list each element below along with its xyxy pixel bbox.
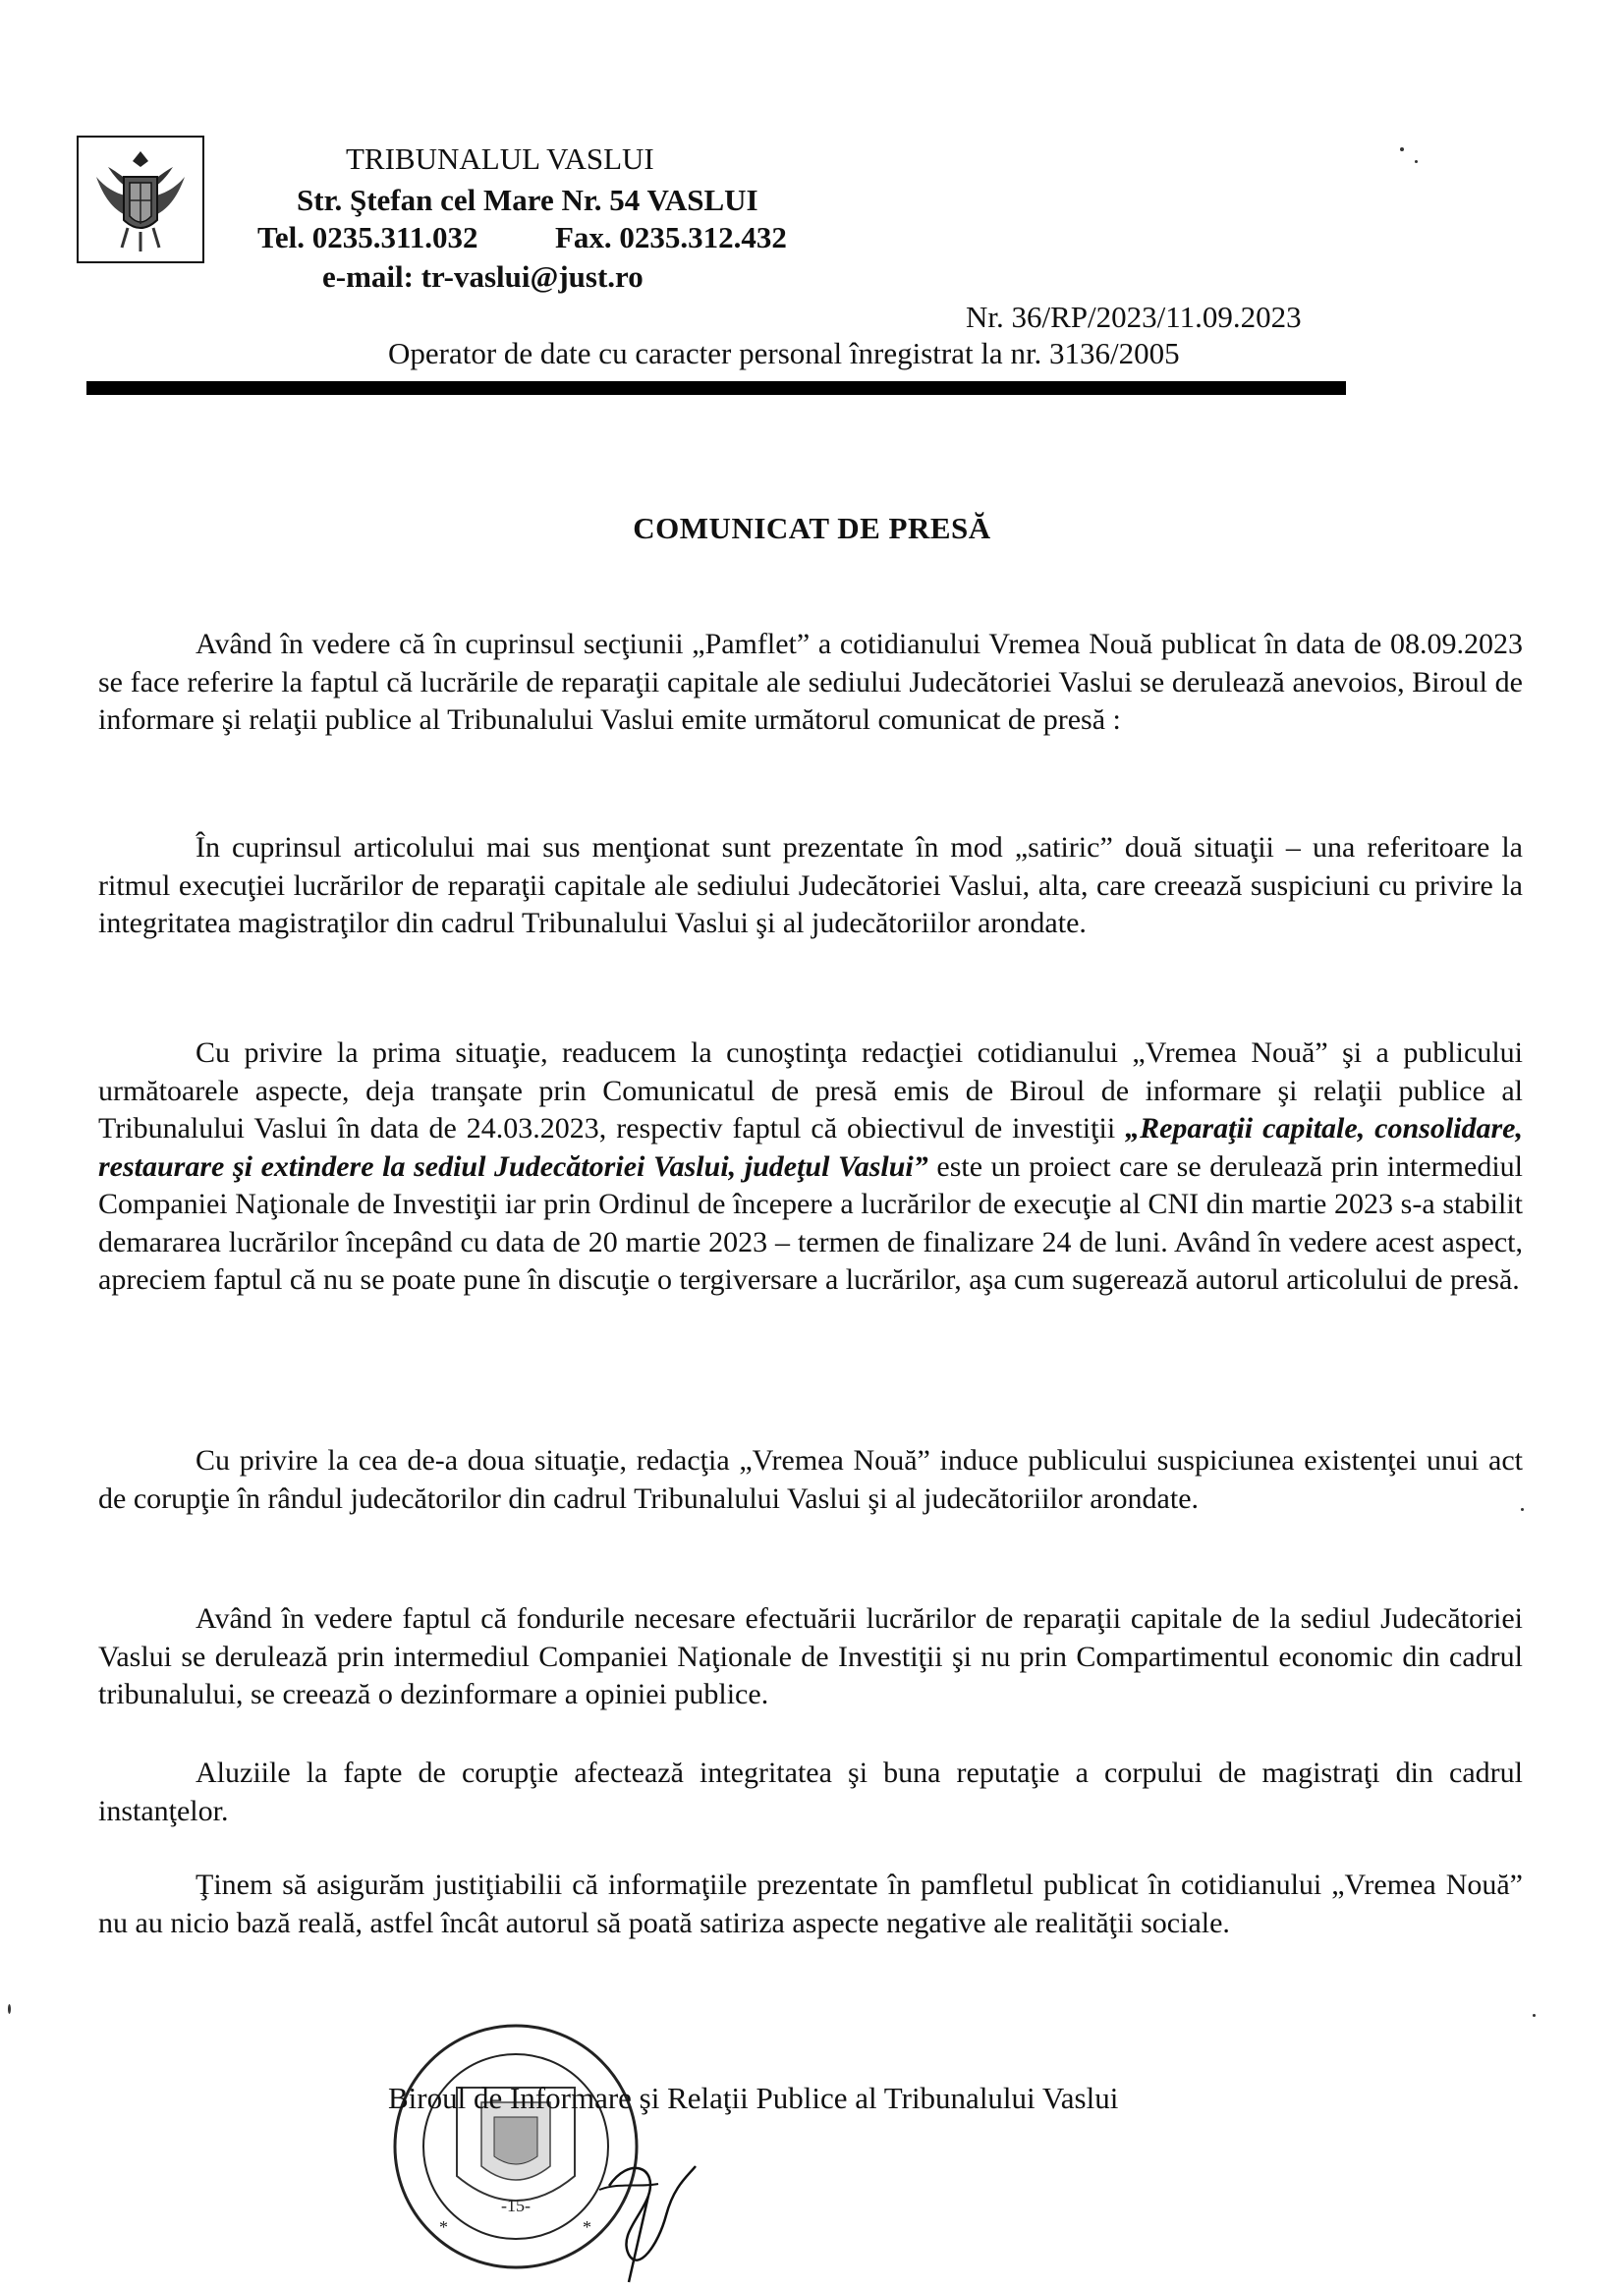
paragraph-3-text-a: Cu privire la prima situaţie, readucem la cunoştinţa redacţiei cotidianului „Vremea Nouă” şi a publicului următoarele aspecte, deja tranşate prin Comunicatul de presă emis de Biroul de informare şi relaţii publice al Tribunalului Vaslui în data de 24.03.2023, respectiv faptul că obiectivul de investiţii xyxy=(98,1036,1523,1144)
scan-speck xyxy=(8,2004,11,2014)
paragraph-2: În cuprinsul articolului mai sus menţionat sunt prezentate în mod „satiric” două situaţii – una referitoare la ritmul execuţiei lucrărilor de reparaţii capitale ale sediului Judecătoriei Vaslui, alta, care creează suspiciuni cu privire la integritatea magistraţilor din cadrul Tribunalului Vaslui şi al judecătoriilor arondate. xyxy=(98,831,1523,939)
scan-speck xyxy=(1533,2014,1536,2017)
svg-text:-15-: -15- xyxy=(501,2196,531,2215)
data-operator-note: Operator de date cu caracter personal înregistrat la nr. 3136/2005 xyxy=(388,336,1180,370)
paragraph-3-text-b: este un proiect care se derulează prin intermediul Companiei Naţionale de Investiţii iar prin Ordinul de începere a lucrărilor de execuţie al CNI din martie 2023 s-a stabilit demararea lucrărilor începând cu data de 20 martie 2023 – termen de finalizare 24 de luni. Având în vedere acest aspect, apreciem faptul că nu se poate pune în discuţie o tergiversare a lucrărilor, aşa cum sugerează autorul articolului de presă. xyxy=(98,1149,1523,1296)
investment-objective-title: „Reparaţii capitale, consolidare, restaurare şi extindere la sediul Judecătoriei Vaslui, judeţul Vaslui” xyxy=(98,1112,1523,1183)
scan-speck xyxy=(1521,1508,1524,1511)
court-phone: Tel. 0235.311.032 xyxy=(257,220,478,254)
paragraph-5: Având în vedere faptul că fondurile necesare efectuării lucrărilor de reparaţii capitale de la sediul Judecătoriei Vaslui se derulează prin intermediul Companiei Naţionale de Investiţii şi nu prin Compartimentul economic din cadrul tribunalului, se creează o dezinformare a opiniei publice. xyxy=(98,1602,1523,1710)
paragraph-4: Cu privire la cea de-a doua situaţie, redacţia „Vremea Nouă” induce publicului suspiciunea existenţei unui act de corupţie în rândul judecătorilor din cadrul Tribunalului Vaslui şi al judecătoriilor arondate. xyxy=(98,1444,1523,1515)
court-name: TRIBUNALUL VASLUI xyxy=(346,141,654,176)
svg-text:*: * xyxy=(583,2217,591,2237)
court-email: e-mail: tr-vaslui@just.ro xyxy=(322,259,644,294)
court-fax: Fax. 0235.312.432 xyxy=(555,220,787,254)
header-divider xyxy=(86,381,1346,395)
paragraph-6: Aluziile la fapte de corupţie afectează integritatea şi buna reputaţie a corpului de magistraţi din cadrul instanţelor. xyxy=(98,1757,1523,1827)
paragraph-1: Având în vedere că în cuprinsul secţiunii „Pamflet” a cotidianului Vremea Nouă publicat în data de 08.09.2023 se face referire la faptul că lucrările de reparaţii capitale ale sediului Judecătoriei Vaslui se derulează anevoios, Biroul de informare şi relaţii publice al Tribunalului Vaslui emite următorul comunicat de presă : xyxy=(98,628,1523,736)
scan-speck xyxy=(1400,147,1404,151)
document-title: COMUNICAT DE PRESĂ xyxy=(633,511,991,545)
paragraph-3 xyxy=(98,1034,1523,1300)
signature-line: Biroul de Informare şi Relaţii Publice al Tribunalului Vaslui xyxy=(388,2081,1119,2115)
paragraph-7: Ţinem să asigurăm justiţiabilii că informaţiile prezentate în pamfletul publicat în cotidianului „Vremea Nouă” nu au nicio bază reală, astfel încât autorul să poată satiriza aspecte negative ale realităţii sociale. xyxy=(98,1869,1523,1939)
court-address: Str. Ştefan cel Mare Nr. 54 VASLUI xyxy=(297,183,758,217)
scan-speck xyxy=(1415,160,1418,163)
handwritten-signature-icon xyxy=(589,2147,707,2284)
svg-text:*: * xyxy=(439,2217,448,2237)
reference-number: Nr. 36/RP/2023/11.09.2023 xyxy=(966,300,1302,334)
coat-of-arms-icon xyxy=(77,136,204,263)
